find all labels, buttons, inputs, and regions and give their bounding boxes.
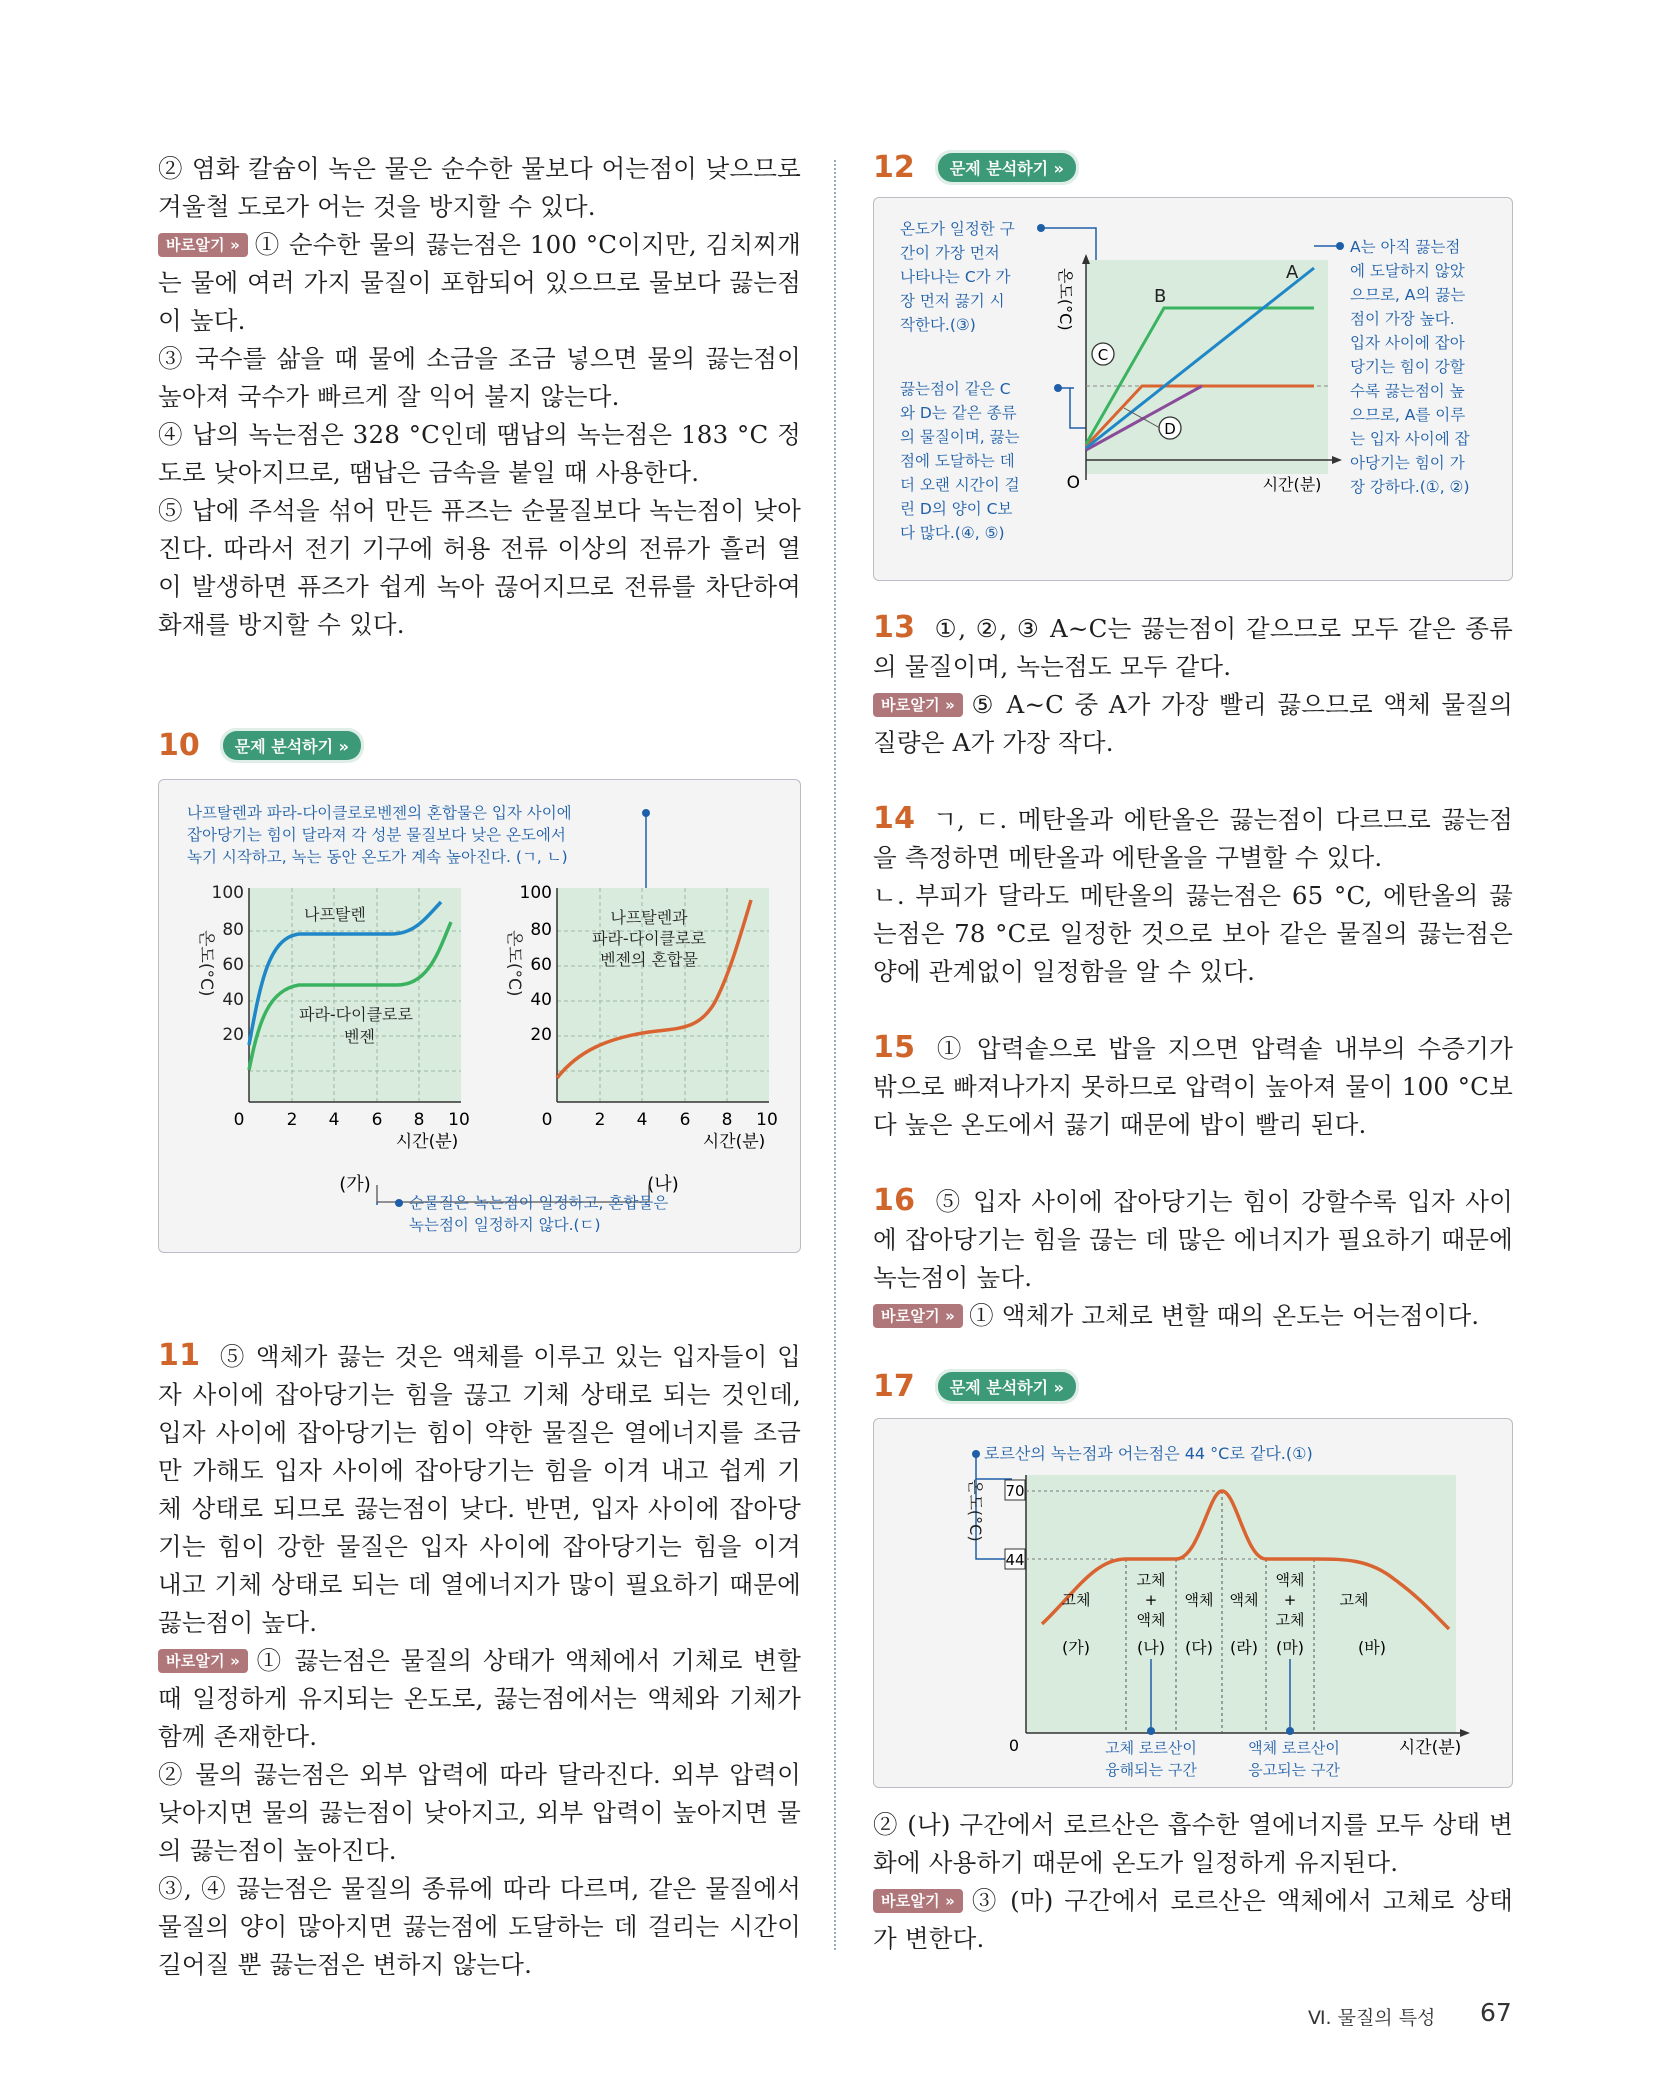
q17-figure-box xyxy=(873,1418,1513,1788)
q10-b-xtick: 6 xyxy=(679,1110,691,1130)
q17-para-1: ② (나) 구간에서 로르산은 흡수한 열에너지를 모두 상태 변화에 사용하기 때문에 온도가 일정하게 유지된다. xyxy=(873,1810,1513,1877)
page-number: 67 xyxy=(1480,1998,1512,2027)
barogi-badge: 바로알기 » xyxy=(873,1889,963,1913)
q12-cl2-line: 끓는점이 같은 C xyxy=(900,380,1011,398)
q10-b-xtick: 8 xyxy=(721,1110,733,1130)
q17-state: 액체 xyxy=(1275,1571,1305,1589)
q10-a-xtick: 8 xyxy=(413,1110,425,1130)
q17-section: (가) xyxy=(1062,1638,1090,1657)
q10-b-xtick: 0 xyxy=(541,1110,553,1130)
q12-cr-line: 으므로, A의 끓는 xyxy=(1350,286,1466,304)
left-para-2 xyxy=(158,226,801,340)
q15-para-1 xyxy=(873,1029,1513,1144)
q12-cl1-line: 간이 가장 먼저 xyxy=(900,244,1000,262)
q17-header xyxy=(873,1369,1513,1404)
q10-callout-top-2: 잡아당기는 힘이 달라져 각 성분 물질보다 낮은 온도에서 xyxy=(187,826,566,844)
q13-para-2-text: ⑤ A~C 중 A가 가장 빨리 끓으므로 액체 물질의 질량은 A가 가장 작다. xyxy=(873,690,1513,757)
q10-a-xtick: 4 xyxy=(328,1110,340,1130)
q17-number: 17 xyxy=(873,1369,915,1404)
q13-number: 13 xyxy=(873,610,916,645)
q12-figure-box xyxy=(873,197,1513,581)
q12-origin: O xyxy=(1066,473,1080,493)
q13-para-2 xyxy=(873,686,1513,762)
q17-state: 액체 xyxy=(1136,1611,1166,1629)
q17-note-melt-2: 융해되는 구간 xyxy=(1105,1761,1197,1779)
q10-figure-box xyxy=(158,779,801,1253)
q12-cr-line: 점이 가장 높다. xyxy=(1350,310,1455,328)
q10-label-para-2: 벤젠 xyxy=(344,1027,375,1046)
q12-cr-line: 수록 끓는점이 높 xyxy=(1350,382,1465,400)
q17-note-melt-1: 고체 로르산이 xyxy=(1105,1739,1197,1757)
q10-callout-bottom-dot xyxy=(395,1199,403,1207)
q10-graph-a xyxy=(249,888,461,1102)
q10-callout-top-3: 녹기 시작하고, 녹는 동안 온도가 계속 높아진다. (ㄱ, ㄴ) xyxy=(187,848,568,866)
q11-number: 11 xyxy=(158,1338,201,1373)
q12-cl2-line: 의 물질이며, 끓는 xyxy=(900,428,1020,446)
q16-para-2 xyxy=(873,1297,1513,1335)
left-para-3: ③ 국수를 삶을 때 물에 소금을 조금 넣으면 물의 끓는점이 높아져 국수가 빠르게 잘 익어 불지 않는다. xyxy=(158,344,801,411)
q12-xlabel: 시간(분) xyxy=(1262,475,1322,494)
q12-cl2-line: 다 많다.(④, ⑤) xyxy=(900,524,1005,542)
q12-callout-left-2 xyxy=(900,379,1020,542)
q10-a-ytick: 100 xyxy=(211,883,244,903)
q10-a-xtick: 6 xyxy=(371,1110,383,1130)
q10-pill xyxy=(220,728,364,763)
q17-section: (다) xyxy=(1185,1638,1213,1657)
q10-b-ytick: 40 xyxy=(530,990,552,1010)
q12-pill-label: 문제 분석하기 » xyxy=(938,153,1076,182)
barogi-badge: 바로알기 » xyxy=(158,233,248,257)
q17-state: 고체 xyxy=(1136,1571,1166,1589)
q10-callout-bottom-2: 녹는점이 일정하지 않다.(ㄷ) xyxy=(409,1216,601,1234)
barogi-badge: 바로알기 » xyxy=(873,693,963,717)
q12-cr-line: 장 강하다.(①, ②) xyxy=(1350,478,1470,496)
q12-number: 12 xyxy=(873,150,915,185)
q12-plot-bg xyxy=(1086,260,1328,474)
q10-a-xtick: 2 xyxy=(286,1110,298,1130)
q14-para-1-text: ㄱ, ㄷ. 메탄올과 에탄올은 끓는점이 다르므로 끓는점을 측정하면 메탄올과 에탄올을 구별할 수 있다. xyxy=(873,805,1513,872)
q12-cr-line: 에 도달하지 않았 xyxy=(1350,262,1465,280)
q12-cr-line: 입자 사이에 잡아 xyxy=(1350,334,1465,352)
q16-para-1 xyxy=(873,1182,1513,1297)
left-para-4: ④ 납의 녹는점은 328 °C인데 땜납의 녹는점은 183 °C 정도로 낮아지므로, 땜납은 금속을 붙일 때 사용한다. xyxy=(158,420,801,487)
q17-state-plus: + xyxy=(1283,1591,1297,1609)
q12-pill xyxy=(935,150,1079,185)
left-column xyxy=(158,150,801,1984)
q11-para-1-text: ⑤ 액체가 끓는 것은 액체를 이루고 있는 입자들이 입자 사이에 잡아당기는 힘을 끊고 기체 상태로 되는 것인데, 입자 사이에 잡아당기는 힘이 약한 물질은 열에너지를 조금만 가해도 입자 사이에 잡아당기는 힘을 이겨 내고 쉽게 기체 상태로 되므로 끓는점이 낮다. 반면, 입자 사이에 잡아당기는 힘이 강한 물질은 입자 사이에 잡아당기는 힘을 이겨 내고 기체 상태로 되는 데 열에너지가 많이 필요하기 때문에 끓는점이 높다. xyxy=(158,1342,801,1637)
q10-label-mix-1: 나프탈렌과 xyxy=(610,908,688,927)
q11-para-4: ③, ④ 끓는점은 물질의 종류에 따라 다르며, 같은 물질에서 물질의 양이 많아지면 끓는점에 도달하는 데 걸리는 시간이 길어질 뿐 끓는점은 변하지 않는다. xyxy=(158,1874,801,1979)
q12-ylabel: 온도(°C) xyxy=(1056,268,1075,331)
q11-para-3: ② 물의 끓는점은 외부 압력에 따라 달라진다. 외부 압력이 낮아지면 물의 끓는점이 낮아지고, 외부 압력이 높아지면 물의 끓는점이 높아진다. xyxy=(158,1760,801,1865)
q12-callout-left-1 xyxy=(900,219,1015,334)
q12-cl1-line: 나타나는 C가 가 xyxy=(900,268,1011,286)
q16-number: 16 xyxy=(873,1183,916,1218)
q17-figure xyxy=(874,1419,1514,1787)
q10-b-ylabel: 온도(°C) xyxy=(504,930,524,997)
q17-pill-label: 문제 분석하기 » xyxy=(938,1372,1076,1401)
q10-header xyxy=(158,728,801,763)
q13-para-1 xyxy=(873,609,1513,686)
q10-a-ytick: 40 xyxy=(222,990,244,1010)
q15-number: 15 xyxy=(873,1030,916,1065)
q17-xlabel: 시간(분) xyxy=(1398,1738,1462,1758)
q17-note-freeze-2: 응고되는 구간 xyxy=(1248,1761,1340,1779)
q12-cl1-line: 온도가 일정한 구 xyxy=(900,220,1015,238)
q12-cr-line: 아당기는 힘이 가 xyxy=(1350,454,1465,472)
q12-figure xyxy=(874,198,1514,580)
right-column xyxy=(873,150,1513,1958)
q14-para-1 xyxy=(873,800,1513,877)
q12-cr-line: 당기는 힘이 강할 xyxy=(1350,358,1465,376)
q17-section: (마) xyxy=(1276,1638,1304,1657)
q12-cr-line: 으므로, A를 이루 xyxy=(1350,406,1466,424)
q10-a-ylabel: 온도(°C) xyxy=(196,930,216,997)
q17-note-freeze-1: 액체 로르산이 xyxy=(1248,1739,1340,1757)
q12-cl2-line: 와 D는 같은 종류 xyxy=(900,404,1017,422)
q11-para-2 xyxy=(158,1642,801,1756)
q12-cl2-line: 린 D의 양이 C보 xyxy=(900,500,1013,518)
q10-b-xlabel: 시간(분) xyxy=(702,1132,766,1152)
q10-a-caption: (가) xyxy=(339,1174,371,1195)
barogi-badge: 바로알기 » xyxy=(873,1304,963,1328)
q10-b-xtick: 2 xyxy=(594,1110,606,1130)
q16-para-2-text: ① 액체가 고체로 변할 때의 온도는 어는점이다. xyxy=(969,1301,1480,1330)
column-divider xyxy=(834,160,836,1950)
q10-pill-label: 문제 분석하기 » xyxy=(223,731,361,760)
q12-cl1-line: 장 먼저 끓기 시 xyxy=(900,292,1005,310)
q17-callout-top: 로르산의 녹는점과 어는점은 44 °C로 같다.(①) xyxy=(984,1444,1313,1463)
barogi-badge: 바로알기 » xyxy=(158,1649,248,1673)
q10-callout-bottom-1: 순물질은 녹는점이 일정하고, 혼합물은 xyxy=(409,1194,669,1212)
q11-para-1 xyxy=(158,1337,801,1642)
q17-para-2 xyxy=(873,1882,1513,1958)
q17-pill xyxy=(935,1369,1079,1404)
q10-a-ytick: 80 xyxy=(222,920,244,940)
q10-b-xtick: 4 xyxy=(636,1110,648,1130)
q10-label-para-1: 파라-다이클로로 xyxy=(299,1005,413,1024)
q17-section: (나) xyxy=(1137,1638,1165,1657)
q17-section: (바) xyxy=(1358,1638,1386,1657)
q12-cl2-line: 점에 도달하는 데 xyxy=(900,452,1015,470)
q12-callout-right xyxy=(1350,237,1470,496)
q17-state: 고체 xyxy=(1275,1611,1305,1629)
q12-label-a: A xyxy=(1286,262,1299,283)
q11-para-2-text: ① 끓는점은 물질의 상태가 액체에서 기체로 변할 때 일정하게 유지되는 온도로, 끓는점에서는 액체와 기체가 함께 존재한다. xyxy=(158,1646,801,1751)
q10-a-xlabel: 시간(분) xyxy=(395,1132,459,1152)
q17-para-2-text: ③ (마) 구간에서 로르산은 액체에서 고체로 상태가 변한다. xyxy=(873,1886,1513,1953)
q12-cr-line: 는 입자 사이에 잡 xyxy=(1350,430,1470,448)
q10-b-caption: (나) xyxy=(647,1174,679,1195)
q12-cr-line: A는 아직 끓는점 xyxy=(1350,238,1461,256)
q14-number: 14 xyxy=(873,801,916,836)
q12-header xyxy=(873,150,1513,185)
q15-para-1-text: ① 압력솥으로 밥을 지으면 압력솥 내부의 수증기가 밖으로 빠져나가지 못하므로 압력이 높아져 물이 100 °C보다 높은 온도에서 끓기 때문에 밥이 빨리 된다. xyxy=(873,1034,1513,1139)
q10-number: 10 xyxy=(158,728,200,763)
q17-state: 액체 xyxy=(1229,1591,1259,1609)
q17-origin: 0 xyxy=(1008,1736,1019,1755)
left-para-1: ② 염화 칼슘이 녹은 물은 순수한 물보다 어는점이 낮으므로 겨울철 도로가 어는 것을 방지할 수 있다. xyxy=(158,154,801,221)
q14-para-2: ㄴ. 부피가 달라도 메탄올의 끓는점은 65 °C, 에탄올의 끓는점은 78 °C로 일정한 것으로 보아 같은 물질의 끓는점은 양에 관계없이 일정함을 알 수 있다. xyxy=(873,881,1513,986)
left-para-2-text: ① 순수한 물의 끓는점은 100 °C이지만, 김치찌개는 물에 여러 가지 물질이 포함되어 있으므로 물보다 끓는점이 높다. xyxy=(158,230,801,335)
q17-state: 액체 xyxy=(1184,1591,1214,1609)
q17-state-plus: + xyxy=(1144,1591,1158,1609)
q16-para-1-text: ⑤ 입자 사이에 잡아당기는 힘이 강할수록 입자 사이에 잡아당기는 힘을 끊는 데 많은 에너지가 필요하기 때문에 녹는점이 높다. xyxy=(873,1187,1513,1292)
q13-para-1-text: ①, ②, ③ A~C는 끓는점이 같으므로 모두 같은 종류의 물질이며, 녹는점도 모두 같다. xyxy=(873,614,1513,681)
q10-label-naph: 나프탈렌 xyxy=(304,905,366,924)
q10-label-mix-2: 파라-다이클로로 xyxy=(592,929,706,948)
q10-figure xyxy=(159,780,799,1252)
q10-b-xtick: 10 xyxy=(756,1110,778,1130)
q10-b-ytick: 60 xyxy=(530,955,552,975)
q12-cl1-line: 작한다.(③) xyxy=(900,316,976,334)
q17-ytick-44: 44 xyxy=(1005,1551,1025,1569)
q10-b-ytick: 100 xyxy=(519,883,552,903)
q10-a-ytick: 60 xyxy=(222,955,244,975)
q10-label-mix-3: 벤젠의 혼합물 xyxy=(600,950,698,969)
q10-a-ytick: 20 xyxy=(222,1025,244,1045)
q17-section: (라) xyxy=(1230,1638,1258,1657)
q10-a-xtick: 10 xyxy=(448,1110,470,1130)
footer-chapter: Ⅵ. 물질의 특성 xyxy=(1308,2007,1436,2029)
q10-graph-b xyxy=(557,888,769,1102)
q12-label-b: B xyxy=(1154,286,1167,307)
q17-state: 고체 xyxy=(1061,1591,1091,1609)
left-para-5: ⑤ 납에 주석을 섞어 만든 퓨즈는 순물질보다 녹는점이 낮아진다. 따라서 전기 기구에 허용 전류 이상의 전류가 흘러 열이 발생하면 퓨즈가 쉽게 녹아 끊어지므로 전류를 차단하여 화재를 방지할 수 있다. xyxy=(158,496,801,639)
q10-b-ytick: 20 xyxy=(530,1025,552,1045)
q12-cl2-line: 더 오랜 시간이 걸 xyxy=(900,476,1020,494)
q10-callout-top-1: 나프탈렌과 파라-다이클로로벤젠의 혼합물은 입자 사이에 xyxy=(187,804,572,822)
q10-a-xtick: 0 xyxy=(233,1110,245,1130)
q10-b-ytick: 80 xyxy=(530,920,552,940)
q12-label-d: D xyxy=(1164,420,1176,438)
q17-ytick-70: 70 xyxy=(1005,1482,1025,1500)
q17-ylabel: 온도(°C) xyxy=(966,1479,985,1542)
q17-state: 고체 xyxy=(1339,1591,1369,1609)
q12-label-c: C xyxy=(1097,346,1109,364)
